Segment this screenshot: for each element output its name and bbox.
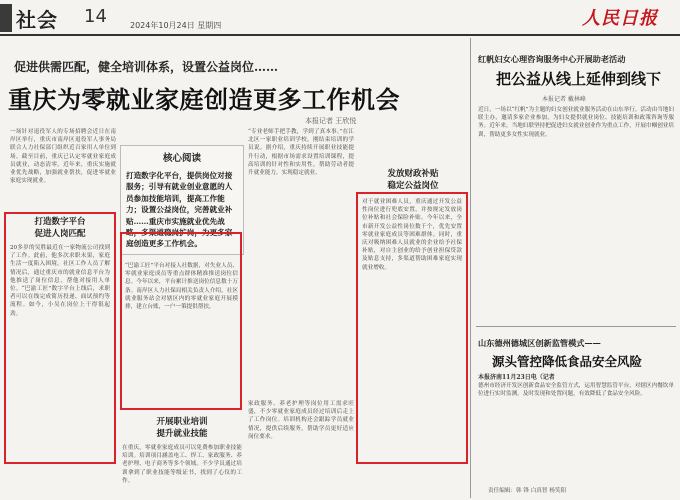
core-reading-text: 打造数字化平台，提供岗位对接服务；引导有就业创业意愿的人员参加技能培训，提高工作能力；设置公益岗位，完善就业补贴……重庆市实施就业优先战略，多渠道稳岗扩岗，为更多家庭创造更多工作机会。 [126, 171, 233, 249]
page-number: 14 [84, 6, 107, 27]
subhead-subsidy: 发放财政补贴 稳定公益岗位 [387, 169, 439, 191]
section-marker [0, 4, 12, 32]
right-article2-dateline: 本报济南11月23日电（记者 [478, 374, 555, 381]
subhead-digital-platform: 打造数字平台 促进人岗匹配 [34, 217, 86, 239]
highlight-box-left-body [10, 244, 110, 460]
issue-date: 2024年10月24日 星期四 [130, 21, 222, 30]
right-article2-headline: 源头管控降低食品安全风险 [492, 354, 643, 369]
editor-credits: 责任编辑：韩 锋 白真智 杨笑阳 [488, 488, 567, 494]
body-paragraph: “巴渝工匠”平台对接人社数据，对失业人员、零就业家庭成员等重点群体精准推送岗位信息。今年以来，平台累计推送岗位信息数十万条。南岸区人力社保局相关负责人介绍，社区就业服务站会对辖区内的零就业家庭开展摸排，建立台账，一户一策提供帮扶。 [125, 263, 238, 311]
body-paragraph: 20多岁的吴胜最近在一家物流公司找到了工作。此前，他多次求职未果，家庭生活一度陷入困境。社区工作人员了解情况后，通过重庆市的就业信息平台为他推送了岗位信息，帮他对接用人单位。“巴渝工匠”数字平台上线后，求职者可以在线完成简历投递、面试预约等流程。如今，小吴在岗位上干得很起劲。 [10, 245, 110, 317]
page-header [0, 0, 680, 36]
right-article2-kicker: 山东德州德城区创新监管模式—— [478, 338, 601, 348]
header-rule [0, 34, 680, 36]
right-panel [472, 38, 680, 500]
core-reading-title: 核心阅读 [162, 153, 201, 164]
highlight-box-right [356, 192, 468, 464]
column-3-lower [248, 400, 354, 496]
subhead-training: 开展职业培训 提升就业技能 [156, 417, 208, 439]
highlight-box-left [4, 212, 116, 464]
right-article-kicker: 红帆妇女心理咨询服务中心开展助老活动 [478, 54, 626, 64]
column-2-lower [122, 444, 242, 498]
body-paragraph: “专业老师手把手教，学到了真本事。”在江北区一家职业培训学校，刚结束培训的学员说。据介绍，重庆持续开展职业技能提升行动，根据市场需求设置培训课程，提高培训的针对性和实用性，帮助劳动者提升就业能力，实现稳定就业。 [248, 129, 354, 177]
right-panel-divider [476, 326, 676, 327]
body-paragraph: 一场针对退役军人的专场招聘会近日在南岸区举行，重庆市南岸区退役军人事务局联合人力社保部门组织近百家用人单位到场。截至目前，重庆已认定零就业家庭成员就业，动态清零。近年来，重庆实施就业优先战略，加强就业帮扶，促进零就业家庭实现就业。 [10, 129, 116, 185]
body-paragraph: 在重庆，零就业家庭成员可以免费参加职业技能培训。培训项目涵盖电工、焊工、家政服务、养老护理、电子商务等多个领域。不少学员通过培训拿到了职业技能等级证书，找到了心仪的工作。 [122, 445, 242, 484]
article-headline: 重庆为零就业家庭创造更多工作机会 [8, 86, 400, 114]
right-article-body [478, 106, 674, 316]
body-paragraph: 对于就业困难人员，重庆通过开发公益性岗位进行兜底安置，并按规定发放岗位补贴和社会保险补贴。今年以来，全市新开发公益性岗位数千个，优先安置零就业家庭成员等困难群体。同时，重庆对吸纳困难人员就业的企业给予社保补贴，对自主创业的给予创业担保贷款及贴息支持，多渠道帮助困难家庭实现就业增收。 [362, 199, 462, 271]
column-1-top [10, 128, 116, 210]
highlight-box-right-body [362, 198, 462, 460]
right-article-byline: 本报记者 戴林峰 [542, 96, 586, 103]
body-paragraph: 家政服务、养老护理等岗位用工需求旺盛，不少零就业家庭成员经过培训后走上了工作岗位。培训机构还会跟踪学员就业情况，提供后续服务，帮助学员更好适应岗位要求。 [248, 401, 354, 440]
column-2-body [125, 262, 238, 402]
newspaper-masthead-logo: 人民日报 [582, 8, 658, 29]
section-title: 社会 [16, 8, 58, 32]
right-article2-body [478, 382, 674, 482]
article-kicker: 促进供需匹配，健全培训体系，设置公益岗位…… [14, 60, 279, 74]
body-paragraph: 近日，一场以“红帆”为主题的妇女创业就业服务活动在山东举行。活动由当地妇联主办，邀请多家企业参加，为妇女提供就业岗位、技能培训和政策咨询等服务。近年来，当地妇联坚持把促进妇女就业创业作为重点工作，开展巾帼创业培训，帮助更多女性实现就业。 [478, 107, 674, 138]
article-byline: 本报记者 王欣悦 [305, 117, 357, 125]
right-article-headline: 把公益从线上延伸到线下 [496, 70, 662, 88]
body-paragraph: 德州市经济开发区创新食品安全监管方式，运用智慧监管平台，对辖区内餐饮单位进行实时监测，及时发现和处置问题，有效降低了食品安全风险。 [478, 383, 674, 398]
column-divider [470, 38, 471, 498]
